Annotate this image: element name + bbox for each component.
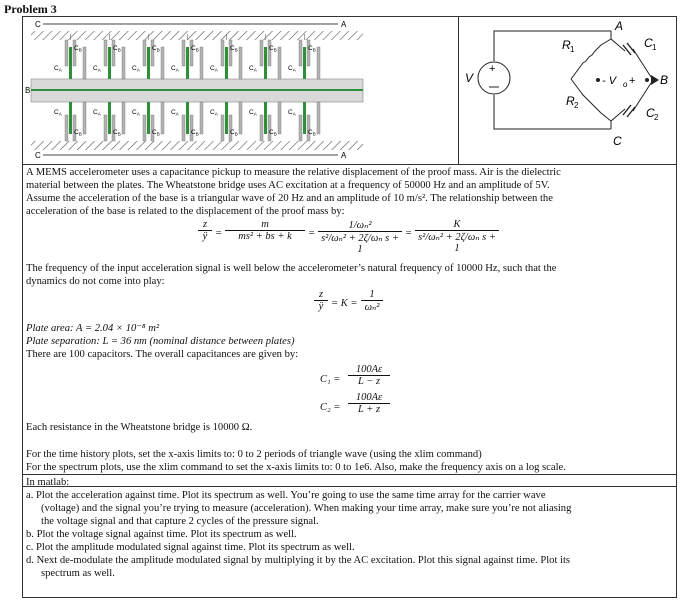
cap-a-bottom-label: $C_A$: [210, 109, 218, 117]
freq-line-2: dynamics do not come into play:: [26, 276, 165, 287]
fixed-finger-bottom: [260, 115, 263, 141]
task-a-line-3: the voltage signal and that capture 2 cycles of the pressure signal.: [41, 516, 319, 527]
moving-finger-top: [186, 47, 189, 79]
task-b: b. Plot the voltage signal against time. Plot its spectrum as well.: [26, 529, 297, 540]
anchor-bottom: [31, 141, 363, 150]
eq3-c1: C₁ =: [320, 374, 341, 385]
eq1-frac-1: $\frac{m}{\text{ms² + bs + k}}$: [225, 219, 305, 242]
moving-finger-top: [303, 47, 306, 79]
cap-b-bottom-label: $C_B$: [230, 129, 238, 137]
cap-b-bottom-label: $C_B$: [308, 129, 316, 137]
task-a-line-2: (voltage) and the signal you’re trying to measure (acceleration). When making your time array, make sure you’re not aliasing: [41, 503, 572, 514]
svg-text:2: 2: [654, 113, 659, 122]
r1-label: R: [562, 38, 571, 52]
plate-top: [239, 47, 242, 79]
task-c: c. Plot the amplitude modulated signal against time. Plot its spectrum as well.: [26, 542, 355, 553]
param-area: Plate area: A = 2.04 × 10⁻⁸ m²: [26, 323, 160, 334]
cap-a-top-label: $C_A$: [54, 65, 62, 73]
intro-line-3: Assume the acceleration of the base is a triangular wave of 20 Hz and an amplitude of 10 m/s². The relationship between the: [26, 193, 553, 204]
cap-a-bottom-label: $C_A$: [171, 109, 179, 117]
tasks-header: In matlab:: [26, 477, 70, 488]
eq3-c2: C₂ =: [320, 402, 341, 413]
cap-b-bottom-label: $C_B$: [269, 129, 277, 137]
wire-top: [494, 31, 611, 61]
svg-text:+: +: [629, 75, 636, 87]
plate-bottom: [317, 102, 320, 134]
fixed-finger-bottom: [221, 115, 224, 141]
cap-b-top-label: $C_B$: [230, 45, 238, 53]
moving-finger-top: [69, 47, 72, 79]
plate-top: [161, 47, 164, 79]
fixed-finger-top: [307, 40, 310, 66]
node-a-top-label: A: [341, 20, 347, 29]
fixed-finger-top: [190, 40, 193, 66]
cap-b-top-label: $C_B$: [152, 45, 160, 53]
moving-finger-bottom: [186, 102, 189, 134]
plate-bottom: [161, 102, 164, 134]
fixed-finger-bottom: [182, 115, 185, 141]
fixed-finger-bottom: [73, 115, 76, 141]
node-b-label: B: [25, 86, 31, 95]
eq1-lhs: $\frac{z}{ÿ}$: [198, 219, 212, 242]
cap-a-top-label: $C_A$: [132, 65, 140, 73]
plate-top: [200, 47, 203, 79]
moving-finger-bottom: [225, 102, 228, 134]
plate-bottom: [239, 102, 242, 134]
fixed-finger-bottom: [299, 115, 302, 141]
fixed-finger-bottom: [268, 115, 271, 141]
moving-finger-top: [264, 47, 267, 79]
svg-text:o: o: [623, 80, 628, 89]
fixed-finger-top: [143, 40, 146, 66]
fixed-finger-top: [73, 40, 76, 66]
bridge-node-a: A: [615, 19, 624, 33]
plate-top: [83, 47, 86, 79]
cap-b-top-label: $C_B$: [74, 45, 82, 53]
moving-finger-top: [108, 47, 111, 79]
fixed-finger-bottom: [307, 115, 310, 141]
fixed-finger-top: [221, 40, 224, 66]
plate-bottom: [278, 102, 281, 134]
intro-line-4: acceleration of the base is related to the displacement of the proof mass by:: [26, 206, 345, 217]
eq3-c1-frac: $\frac{100A\varepsilon}{L - z}$: [348, 364, 390, 387]
node-a-bottom-label: A: [341, 151, 347, 160]
moving-finger-top: [147, 47, 150, 79]
intro-line-1: A MEMS accelerometer uses a capacitance pickup to measure the relative displacement of the proof mass. Air is the dielectric: [26, 167, 561, 178]
resistor-r1: [571, 39, 611, 79]
node-c-bottom-label: C: [35, 151, 41, 160]
fixed-finger-top: [268, 40, 271, 66]
fixed-finger-top: [182, 40, 185, 66]
resistance-note: Each resistance in the Wheatstone bridge is 10000 Ω.: [26, 422, 253, 433]
freq-line-1: The frequency of the input acceleration signal is well below the accelerometer’s natural frequency of 10000 Hz, such that the: [26, 263, 557, 274]
fixed-finger-top: [104, 40, 107, 66]
moving-finger-top: [225, 47, 228, 79]
cap-b-bottom-label: $C_B$: [74, 129, 82, 137]
fixed-finger-top: [65, 40, 68, 66]
svg-text:1: 1: [570, 45, 575, 54]
cap-a-top-label: $C_A$: [249, 65, 257, 73]
eq2-mid: = K =: [331, 298, 358, 309]
moving-finger-bottom: [303, 102, 306, 134]
wheatstone-bridge-figure: [459, 17, 676, 164]
eq2-lhs: $\frac{z}{ÿ}$: [314, 289, 328, 312]
param-capacitors: There are 100 capacitors. The overall capacitances are given by:: [26, 349, 299, 360]
eq1-frac-3: $\frac{K}{\text{s²/ωₙ² + 2ζ/ωₙ s + 1}}$: [415, 219, 499, 254]
node-c-top-label: C: [35, 20, 41, 29]
plate-top: [122, 47, 125, 79]
cap-a-top-label: $C_A$: [210, 65, 218, 73]
cap-a-bottom-label: $C_A$: [93, 109, 101, 117]
cap-b-top-label: $C_B$: [308, 45, 316, 53]
eq1-equals-3: =: [405, 228, 413, 239]
fixed-finger-bottom: [229, 115, 232, 141]
fixed-finger-bottom: [143, 115, 146, 141]
c2-label: C: [646, 106, 655, 120]
bridge-node-c: C: [613, 134, 622, 148]
svg-text:1: 1: [652, 43, 657, 52]
plate-top: [278, 47, 281, 79]
cap-b-bottom-label: $C_B$: [152, 129, 160, 137]
bridge-node-b: B: [660, 73, 669, 87]
moving-finger-bottom: [147, 102, 150, 134]
source-plus-label: +: [489, 63, 496, 75]
cap-b-top-label: $C_B$: [113, 45, 121, 53]
mems-capacitor-figure: [23, 17, 457, 164]
task-d-line-2: spectrum as well.: [41, 568, 115, 579]
eq1-frac-2: $\frac{\text{1/ωₙ²}}{\text{s²/ωₙ² + 2ζ/ωₙ s + 1}}$: [318, 219, 402, 255]
vo-label: - V: [602, 75, 617, 87]
cap-a-top-label: $C_A$: [93, 65, 101, 73]
cap-a-bottom-label: $C_A$: [54, 109, 62, 117]
fixed-finger-bottom: [112, 115, 115, 141]
cap-b-top-label: $C_B$: [191, 45, 199, 53]
fixed-finger-bottom: [151, 115, 154, 141]
fixed-finger-top: [260, 40, 263, 66]
cap-b-bottom-label: $C_B$: [191, 129, 199, 137]
divider-notes: [22, 474, 677, 475]
divider-notes-2: [22, 486, 677, 487]
svg-text:2: 2: [574, 101, 579, 110]
eq1-equals-1: =: [215, 228, 223, 239]
fixed-finger-bottom: [190, 115, 193, 141]
fixed-finger-top: [112, 40, 115, 66]
eq2-rhs: $\frac{1}{\text{ωₙ²}}$: [361, 289, 383, 313]
cap-a-bottom-label: $C_A$: [288, 109, 296, 117]
plate-bottom: [122, 102, 125, 134]
param-separation: Plate separation: L = 36 nm (nominal distance between plates): [26, 336, 295, 347]
cap-a-top-label: $C_A$: [171, 65, 179, 73]
moving-finger-bottom: [108, 102, 111, 134]
r2-label: R: [566, 94, 575, 108]
cap-a-bottom-label: $C_A$: [132, 109, 140, 117]
source-v-label: V: [465, 71, 474, 85]
cap-a-bottom-label: $C_A$: [249, 109, 257, 117]
task-d-line-1: d. Next de-modulate the amplitude modulated signal by multiplying it by the AC excitation. Plot this signal against time. Plot its: [26, 555, 571, 566]
fixed-finger-bottom: [65, 115, 68, 141]
eq3-c2-frac: $\frac{100A\varepsilon}{L + z}$: [348, 392, 390, 415]
moving-finger-bottom: [69, 102, 72, 134]
wire-bottom: [494, 95, 611, 129]
cap-a-top-label: $C_A$: [288, 65, 296, 73]
plate-top: [317, 47, 320, 79]
plot-note-spectrum: For the spectrum plots, use the xlim command to set the x-axis limits to: 0 to 1e6. Also, make the frequency axis on a log scale.: [26, 462, 566, 473]
fixed-finger-bottom: [104, 115, 107, 141]
divider-figures: [22, 164, 677, 165]
anchor-top: [31, 31, 363, 40]
task-a-line-1: a. Plot the acceleration against time. Plot its spectrum as well. You’re going to use the same time array for the carrier wave: [26, 490, 546, 501]
plate-bottom: [83, 102, 86, 134]
plot-note-time: For the time history plots, set the x-axis limits to: 0 to 2 periods of triangle wave (using the xlim command): [26, 449, 482, 460]
fixed-finger-top: [151, 40, 154, 66]
moving-finger-bottom: [264, 102, 267, 134]
eq1-equals-2: =: [308, 228, 316, 239]
fixed-finger-top: [299, 40, 302, 66]
fixed-finger-top: [229, 40, 232, 66]
intro-line-2: material between the plates. The Wheatstone bridge uses AC excitation at a frequency of 50000 Hz and an amplitude of 5V.: [26, 180, 550, 191]
cap-b-bottom-label: $C_B$: [113, 129, 121, 137]
problem-title: Problem 3: [4, 2, 57, 16]
c1-label: C: [644, 36, 653, 50]
plate-bottom: [200, 102, 203, 134]
cap-b-top-label: $C_B$: [269, 45, 277, 53]
